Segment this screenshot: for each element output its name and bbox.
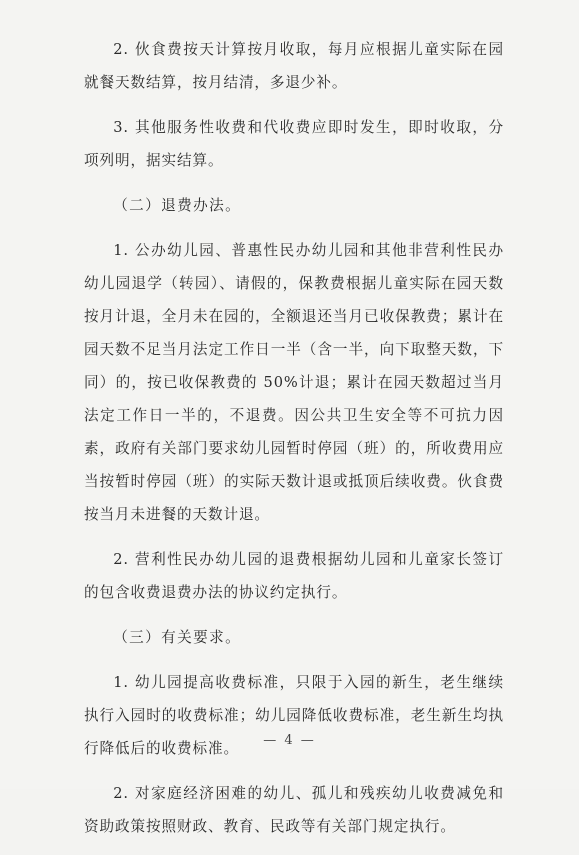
document-body	[84, 33, 504, 855]
section-heading-refund-method: （二）退费办法。	[113, 197, 242, 214]
paragraph-fee-standard: 1. 幼儿园提高收费标准，只限于入园的新生，老生继续执行入园时的收费标准；幼儿园降低收费标准，老生新生均执行降低后的收费标准。	[84, 674, 504, 757]
page-number: — 4 —	[263, 733, 316, 748]
paragraph-public-refund: 1. 公办幼儿园、普惠性民办幼儿园和其他非营利性民办幼儿园退学（转园）、请假的，保教费根据儿童实际在园天数按月计退，全月未在园的，全额退还当月已收保教费；累计在园天数不足当月法定工作日一半（含一半，向下取整天数，下同）的，按已收保教费的 50%计退；累计在园天数超过当月法定工作日一半的，不退费。因公共卫生安全等不可抗力因素，政府有关部门要求幼儿园暂时停园（班）的，所收费用应当按暂时停园（班）的实际天数计退或抵顶后续收费。伙食费按当月未进餐的天数计退。	[84, 242, 504, 523]
paragraph-forprofit-refund: 2. 营利性民办幼儿园的退费根据幼儿园和儿童家长签订的包含收费退费办法的协议约定执行。	[84, 551, 504, 601]
paragraph-meal-fee: 2. 伙食费按天计算按月收取，每月应根据儿童实际在园就餐天数结算，按月结清，多退少补。	[84, 41, 504, 91]
paragraph-financial-aid: 2. 对家庭经济困难的幼儿、孤儿和残疾幼儿收费减免和资助政策按照财政、教育、民政等有关部门规定执行。	[84, 785, 504, 835]
section-heading-requirements: （三）有关要求。	[113, 629, 242, 646]
paragraph-service-fee: 3. 其他服务性收费和代收费应即时发生，即时收取，分项列明，据实结算。	[84, 119, 504, 169]
